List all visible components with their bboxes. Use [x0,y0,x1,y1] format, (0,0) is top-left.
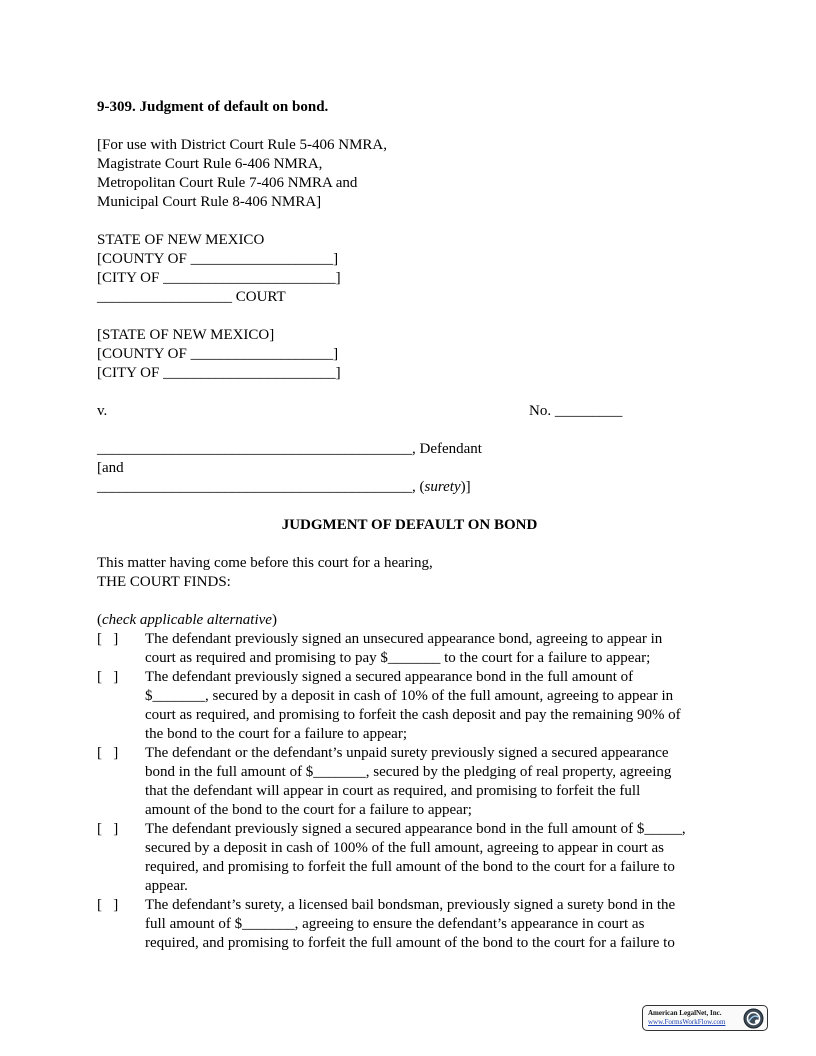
form-heading: 9-309. Judgment of default on bond. [97,99,329,115]
findings-label: THE COURT FINDS: [97,574,231,590]
check-instruction [97,611,722,630]
intro-line: This matter having come before this court for a hearing, [97,555,433,571]
alternative-item [97,630,722,668]
case-number-field[interactable]: No. _________ [529,403,623,419]
alternative-item [97,668,722,744]
alternative-text: the bond to the court for a failure to appear; [145,726,407,742]
surety-field[interactable] [97,478,722,497]
alternative-checkbox[interactable]: [ ] [97,745,119,761]
badge-company: American LegalNet, Inc. [648,1009,722,1017]
party-caption [97,326,722,383]
court-city-field[interactable]: [CITY OF _______________________] [97,270,341,286]
use-note-line: Magistrate Court Rule 6-406 NMRA, [97,156,323,172]
globe-icon [743,1008,764,1029]
party-state: [STATE OF NEW MEXICO] [97,327,275,343]
alternative-text: secured by a deposit in cash of 100% of the full amount, agreeing to appear in court as [145,840,665,856]
alternative-text: The defendant previously signed a secured appearance bond in the full amount of $_____, [145,821,686,837]
surety-line-suffix: )] [460,479,471,495]
badge-website-link[interactable]: www.FormsWorkFlow.com [648,1018,726,1026]
alternative-text: appear. [145,878,188,894]
alternative-text: required, and promising to forfeit the full amount of the bond to the court for a failure to [145,935,675,951]
versus-row [97,402,722,421]
alternative-text: The defendant previously signed an unsecured appearance bond, agreeing to appear in [145,631,663,647]
party-county-field[interactable]: [COUNTY OF ___________________] [97,346,339,362]
party-city-field[interactable]: [CITY OF _______________________] [97,365,341,381]
alternative-text: The defendant’s surety, a licensed bail bondsman, previously signed a surety bond in the [145,897,676,913]
use-note-line: [For use with District Court Rule 5-406 NMRA, [97,137,387,153]
and-label: [and [97,460,124,476]
alternative-text: court as required, and promising to forfeit the cash deposit and pay the remaining 90% of [145,707,681,723]
check-open-paren: ( [97,612,102,628]
surety-line-prefix: __________________________________________, ( [97,479,425,495]
alternative-checkbox[interactable]: [ ] [97,821,119,837]
alternative-text: $_______, secured by a deposit in cash of 10% of the full amount, agreeing to appear in [145,688,674,704]
use-note-line: Municipal Court Rule 8-406 NMRA] [97,194,322,210]
form-page [97,98,722,953]
check-close-paren: ) [271,612,277,628]
defendant-field[interactable]: __________________________________________, Defendant [97,441,482,457]
court-name-field[interactable]: __________________ COURT [97,289,286,305]
use-note [97,136,722,212]
court-county-field[interactable]: [COUNTY OF ___________________] [97,251,339,267]
alternative-item [97,744,722,820]
intro [97,554,722,592]
document-title: JUDGMENT OF DEFAULT ON BOND [281,517,538,533]
defendant-block [97,440,722,497]
alternative-text: amount of the bond to the court for a failure to appear; [145,802,472,818]
alternative-item [97,820,722,896]
court-state: STATE OF NEW MEXICO [97,232,265,248]
alternative-text: court as required and promising to pay $_______ to the court for a failure to appear; [145,650,651,666]
legalnet-badge[interactable] [642,1005,768,1031]
versus-label: v. [97,403,108,419]
court-caption [97,231,722,307]
alternative-checkbox[interactable]: [ ] [97,669,119,685]
alternative-text: required, and promising to forfeit the full amount of the bond to the court for a failure to [145,859,675,875]
alternative-text: bond in the full amount of $_______, secured by the pledging of real property, agreeing [145,764,672,780]
alternative-text: The defendant or the defendant’s unpaid surety previously signed a secured appearance [145,745,669,761]
check-instruction-text: check applicable alternative [102,612,272,628]
alternative-checkbox[interactable]: [ ] [97,897,119,913]
alternative-checkbox[interactable]: [ ] [97,631,119,647]
alternative-item [97,896,722,953]
use-note-line: Metropolitan Court Rule 7-406 NMRA and [97,175,358,191]
alternative-text: The defendant previously signed a secured appearance bond in the full amount of [145,669,634,685]
surety-word: surety [424,479,461,495]
alternatives-list [97,630,722,953]
alternative-text: full amount of $_______, agreeing to ensure the defendant’s appearance in court as [145,916,645,932]
alternative-text: that the defendant will appear in court as required, and promising to forfeit the full [145,783,641,799]
